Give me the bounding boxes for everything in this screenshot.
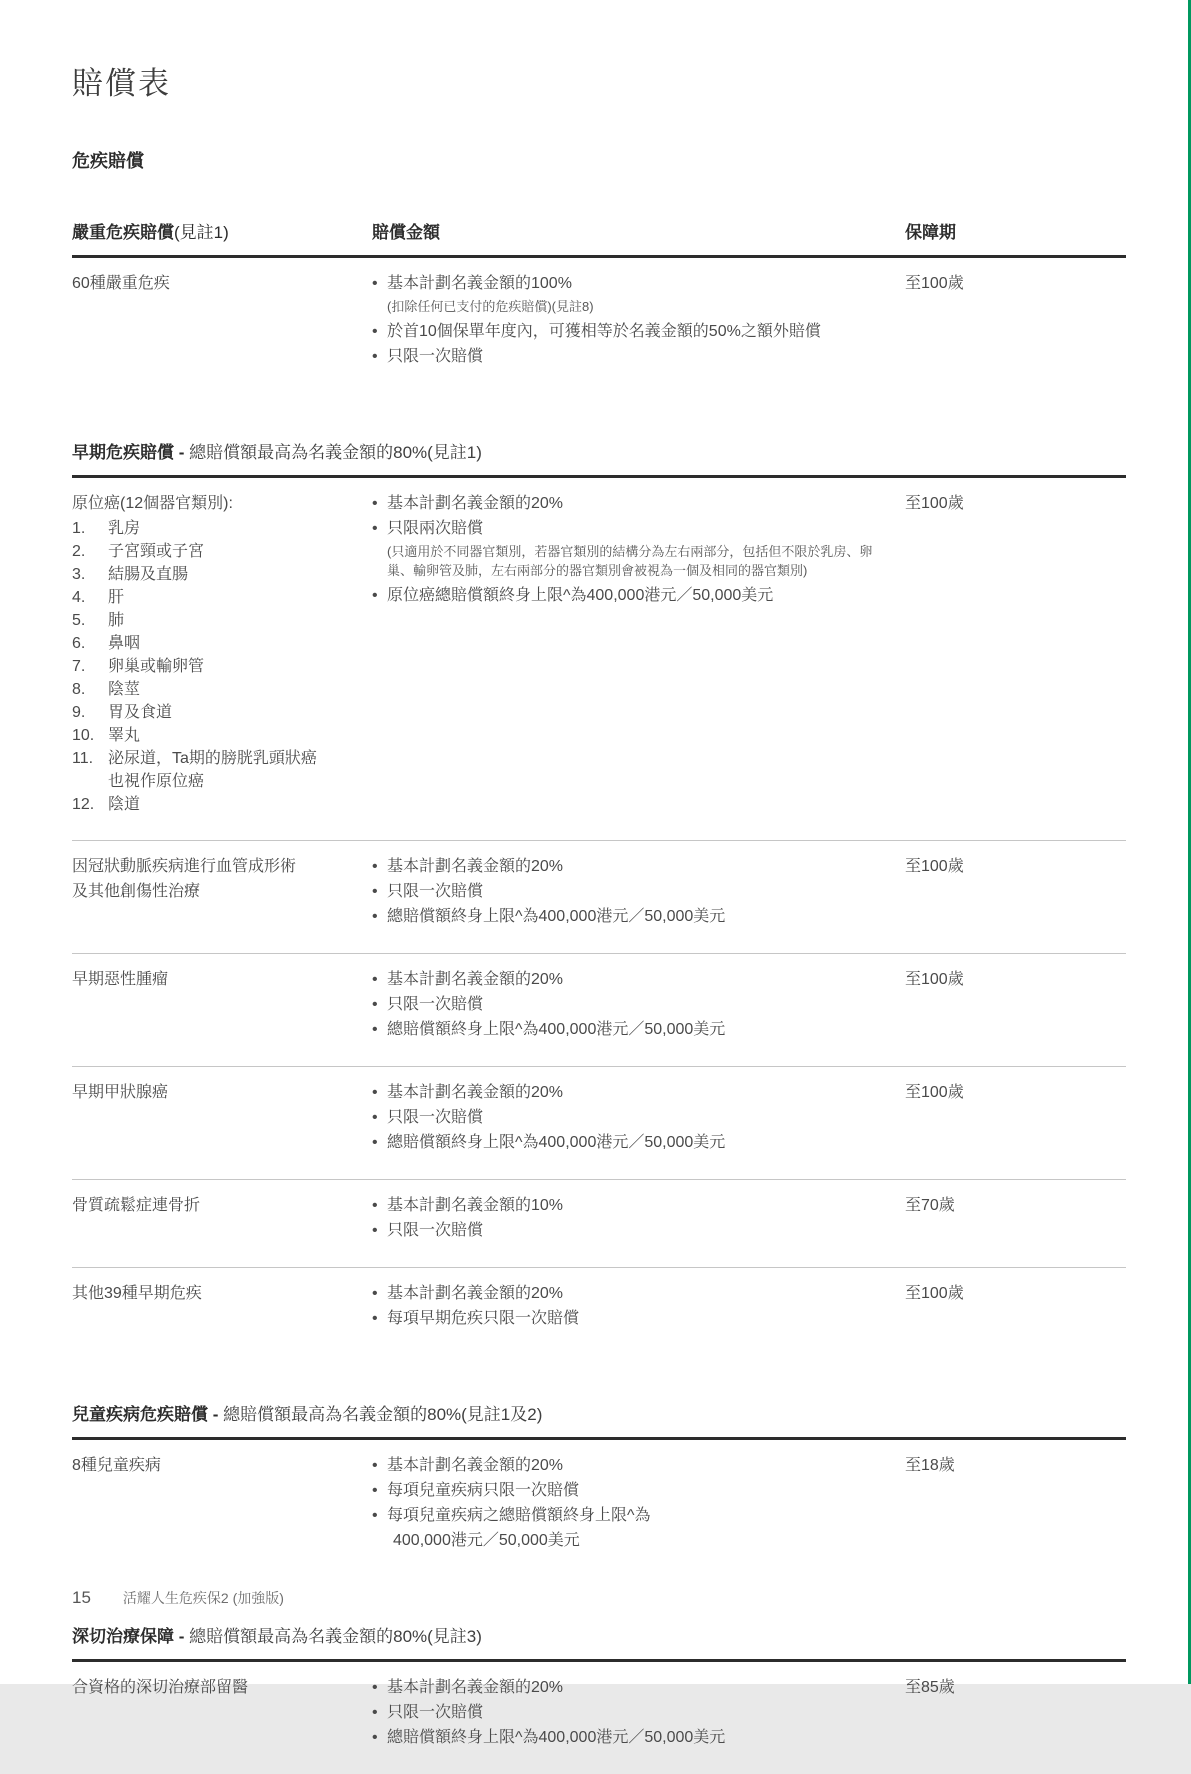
benefit-bullet xyxy=(372,1453,881,1478)
bullet-icon: • xyxy=(372,1197,378,1214)
bullet-icon: • xyxy=(372,858,378,875)
column-header-benefit-type-note: (見註1) xyxy=(174,223,229,242)
benefit-tables xyxy=(72,218,1126,1774)
section-heading xyxy=(72,438,1126,478)
coverage-period-cell: 至100歲 xyxy=(905,1285,964,1302)
bullet-note: (只適用於不同器官類別，若器官類別的結構分為左右兩部分，包括但不限於乳房、卵巢、輸卵管及肺，左右兩部分的器官類別會被視為一個及相同的器官類別) xyxy=(387,544,873,578)
section-heading xyxy=(72,1400,1126,1440)
coverage-period-cell: 至85歲 xyxy=(905,1679,955,1696)
column-header-benefit-type-bold: 嚴重危疾賠償 xyxy=(72,223,174,242)
benefit-amount-cell xyxy=(372,1080,905,1155)
benefit-bullet xyxy=(372,344,881,369)
organ-list-number: 6. xyxy=(72,635,86,652)
benefit-bullet xyxy=(372,1080,881,1105)
benefit-name-cell xyxy=(72,1193,372,1243)
organ-list-number: 1. xyxy=(72,520,86,537)
organ-list-text: 睪丸 xyxy=(108,727,141,744)
organ-list-text: 結腸及直腸 xyxy=(108,566,189,583)
organ-list-item xyxy=(72,793,352,816)
coverage-period-cell: 至100歲 xyxy=(905,495,964,512)
benefit-bullet xyxy=(372,1478,881,1503)
bullet-icon: • xyxy=(372,1729,378,1746)
benefit-bullet xyxy=(372,1105,881,1130)
section-heading xyxy=(72,1622,1126,1662)
organ-list-item xyxy=(72,632,352,655)
benefit-rows xyxy=(72,1440,1126,1577)
organ-list xyxy=(72,517,352,816)
benefit-bullet xyxy=(372,583,881,608)
benefit-bullet xyxy=(372,1218,881,1243)
benefit-name-cell xyxy=(72,491,372,816)
bullet-text: 總賠償額終身上限^為400,000港元／50,000美元 xyxy=(387,1134,726,1151)
benefit-bullet xyxy=(372,904,881,929)
organ-list-number: 4. xyxy=(72,589,86,606)
bullet-icon: • xyxy=(372,1679,378,1696)
bullet-icon: • xyxy=(372,1457,378,1474)
bullet-text: 基本計劃名義金額的20% xyxy=(387,1457,564,1474)
benefit-bullet xyxy=(372,1675,881,1700)
organ-list-item xyxy=(72,540,352,563)
benefit-rows xyxy=(72,258,1126,393)
bullet-text: 原位癌總賠償額終身上限^為400,000港元／50,000美元 xyxy=(387,587,774,604)
section-heading-bold: 兒童疾病危疾賠償 - xyxy=(72,1405,224,1424)
benefit-name-line: 早期惡性腫瘤 xyxy=(72,971,169,988)
coverage-period-cell: 至100歲 xyxy=(905,1084,964,1101)
benefit-name-line: 合資格的深切治療部留醫 xyxy=(72,1679,249,1696)
organ-list-text-continuation: 也視作原位癌 xyxy=(108,773,205,790)
benefit-name-line: 8種兒童疾病 xyxy=(72,1457,161,1474)
bullet-icon: • xyxy=(372,908,378,925)
benefit-row xyxy=(72,1179,1126,1267)
benefit-amount-cell xyxy=(372,1193,905,1243)
bullet-icon: • xyxy=(372,348,378,365)
coverage-period-cell: 至70歲 xyxy=(905,1197,955,1214)
bullet-icon: • xyxy=(372,1482,378,1499)
bullet-text: 基本計劃名義金額的20% xyxy=(387,495,564,512)
organ-list-text: 陰道 xyxy=(108,796,141,813)
benefit-amount-cell xyxy=(372,967,905,1042)
bullet-icon: • xyxy=(372,1222,378,1239)
organ-list-text: 肺 xyxy=(108,612,125,629)
benefit-bullet xyxy=(372,1725,881,1750)
organ-list-text: 乳房 xyxy=(108,520,141,537)
bullet-icon: • xyxy=(372,1084,378,1101)
section-label: 危疾賠償 xyxy=(72,151,144,171)
benefit-section xyxy=(72,438,1126,1355)
benefit-bullet xyxy=(372,1193,881,1218)
section-heading-normal: 總賠償額最高為名義金額的80%(見註3) xyxy=(189,1627,482,1646)
benefit-name-line: 其他39種早期危疾 xyxy=(72,1285,202,1302)
benefit-bullet xyxy=(372,992,881,1017)
benefit-bullet xyxy=(372,967,881,992)
bullet-text: 基本計劃名義金額的20% xyxy=(387,1084,564,1101)
benefit-row xyxy=(72,478,1126,840)
organ-list-text: 卵巢或輸卵管 xyxy=(108,658,205,675)
benefit-name-line: 及其他創傷性治療 xyxy=(72,883,201,900)
benefit-name-line: 骨質疏鬆症連骨折 xyxy=(72,1197,201,1214)
coverage-period-cell: 至18歲 xyxy=(905,1457,955,1474)
bullet-continuation: 400,000港元／50,000美元 xyxy=(393,1532,580,1549)
benefit-rows xyxy=(72,478,1126,1355)
bullet-icon: • xyxy=(372,323,378,340)
benefit-bullet xyxy=(372,516,881,541)
benefit-bullet xyxy=(372,271,881,296)
bullet-text: 基本計劃名義金額的20% xyxy=(387,1285,564,1302)
benefit-section xyxy=(72,218,1126,393)
bullet-text: 每項兒童疾病只限一次賠償 xyxy=(387,1482,580,1499)
organ-list-item xyxy=(72,609,352,632)
organ-list-text: 子宮頸或子宮 xyxy=(108,543,205,560)
organ-list-item xyxy=(72,724,352,747)
benefit-amount-cell xyxy=(372,1675,905,1750)
bullet-text: 總賠償額終身上限^為400,000港元／50,000美元 xyxy=(387,908,726,925)
coverage-period-cell: 至100歲 xyxy=(905,971,964,988)
benefit-name-cell xyxy=(72,1675,372,1750)
benefit-bullet xyxy=(372,879,881,904)
benefit-row xyxy=(72,1662,1126,1774)
benefit-name-cell xyxy=(72,967,372,1042)
bullet-text: 只限一次賠償 xyxy=(387,996,484,1013)
page-footer xyxy=(72,1588,284,1608)
coverage-period-cell: 至100歲 xyxy=(905,275,964,292)
benefit-amount-cell xyxy=(372,491,905,816)
organ-list-text: 陰莖 xyxy=(108,681,141,698)
section-heading-bold: 深切治療保障 - xyxy=(72,1627,190,1646)
organ-list-text: 鼻咽 xyxy=(108,635,141,652)
bullet-text: 總賠償額終身上限^為400,000港元／50,000美元 xyxy=(387,1021,726,1038)
benefit-name-cell xyxy=(72,854,372,929)
organ-list-item xyxy=(72,517,352,540)
benefit-row xyxy=(72,1066,1126,1179)
table-header-row xyxy=(72,218,1126,258)
bullet-icon: • xyxy=(372,1704,378,1721)
bullet-text: 只限一次賠償 xyxy=(387,1109,484,1126)
benefit-amount-cell xyxy=(372,1281,905,1331)
section-heading-normal: 總賠償額最高為名義金額的80%(見註1及2) xyxy=(223,1405,543,1424)
benefit-bullet xyxy=(372,1281,881,1306)
organ-list-item xyxy=(72,678,352,701)
organ-list-item xyxy=(72,747,352,770)
benefit-name-cell xyxy=(72,1281,372,1331)
organ-list-item xyxy=(72,655,352,678)
organ-list-item xyxy=(72,586,352,609)
page-title: 賠償表 xyxy=(72,66,171,101)
bullet-note: (扣除任何已支付的危疾賠償)(見註8) xyxy=(387,299,594,314)
section-heading-normal: 總賠償額最高為名義金額的80%(見註1) xyxy=(189,443,482,462)
organ-list-text: 肝 xyxy=(108,589,125,606)
benefit-section xyxy=(72,1622,1126,1774)
bullet-text: 基本計劃名義金額的20% xyxy=(387,1679,564,1696)
page-number: 15 xyxy=(72,1588,91,1607)
organ-list-number: 9. xyxy=(72,704,86,721)
benefit-amount-cell xyxy=(372,1453,905,1553)
bullet-text: 每項早期危疾只限一次賠償 xyxy=(387,1310,580,1327)
bullet-icon: • xyxy=(372,587,378,604)
organ-list-number: 10. xyxy=(72,727,95,744)
organ-list-item xyxy=(72,563,352,586)
bullet-text: 只限一次賠償 xyxy=(387,348,484,365)
organ-list-number: 12. xyxy=(72,796,95,813)
benefit-bullet xyxy=(372,491,881,516)
coverage-period-cell: 至100歲 xyxy=(905,858,964,875)
bullet-text: 總賠償額終身上限^為400,000港元／50,000美元 xyxy=(387,1729,726,1746)
organ-list-number: 11. xyxy=(72,750,94,767)
benefit-row xyxy=(72,1267,1126,1355)
section-heading-bold: 早期危疾賠償 - xyxy=(72,443,190,462)
benefit-section xyxy=(72,1400,1126,1577)
benefit-bullet xyxy=(372,854,881,879)
bullet-icon: • xyxy=(372,883,378,900)
bullet-text: 基本計劃名義金額的10% xyxy=(387,1197,564,1214)
bullet-text: 每項兒童疾病之總賠償額終身上限^為 xyxy=(387,1507,651,1524)
benefit-row xyxy=(72,840,1126,953)
benefit-bullet xyxy=(372,319,881,344)
organ-list-text: 胃及食道 xyxy=(108,704,173,721)
benefit-row xyxy=(72,1440,1126,1577)
benefit-name-line: 早期甲狀腺癌 xyxy=(72,1084,169,1101)
benefit-name-line: 60種嚴重危疾 xyxy=(72,275,170,292)
bullet-text: 只限兩次賠償 xyxy=(387,520,484,537)
benefit-name-cell xyxy=(72,1453,372,1553)
bullet-icon: • xyxy=(372,495,378,512)
benefit-rows xyxy=(72,1662,1126,1774)
bullet-icon: • xyxy=(372,1109,378,1126)
organ-list-number: 5. xyxy=(72,612,86,629)
bullet-icon: • xyxy=(372,1285,378,1302)
organ-list-text: 泌尿道，Ta期的膀胱乳頭狀癌 xyxy=(108,750,317,767)
column-header-amount: 賠償金額 xyxy=(372,223,440,242)
bullet-icon: • xyxy=(372,1021,378,1038)
bullet-text: 基本計劃名義金額的100% xyxy=(387,275,572,292)
benefit-bullet xyxy=(372,1017,881,1042)
organ-list-number: 8. xyxy=(72,681,86,698)
bullet-text: 基本計劃名義金額的20% xyxy=(387,858,564,875)
bullet-text: 只限一次賠償 xyxy=(387,883,484,900)
benefit-row xyxy=(72,953,1126,1066)
benefit-bullet xyxy=(372,1130,881,1155)
bullet-icon: • xyxy=(372,520,378,537)
organ-list-number: 2. xyxy=(72,543,86,560)
bullet-icon: • xyxy=(372,1507,378,1524)
benefit-row xyxy=(72,258,1126,393)
organ-list-item xyxy=(72,701,352,724)
bullet-text: 於首10個保單年度內，可獲相等於名義金額的50%之額外賠償 xyxy=(387,323,821,340)
bullet-text: 基本計劃名義金額的20% xyxy=(387,971,564,988)
organ-list-number: 3. xyxy=(72,566,86,583)
benefit-name-cell xyxy=(72,271,372,369)
benefit-bullet xyxy=(372,1700,881,1725)
benefit-name-line: 原位癌(12個器官類別): xyxy=(72,495,233,512)
bullet-text: 只限一次賠償 xyxy=(387,1704,484,1721)
column-header-period: 保障期 xyxy=(905,223,956,242)
benefit-amount-cell xyxy=(372,271,905,369)
bullet-text: 只限一次賠償 xyxy=(387,1222,484,1239)
benefit-name-cell xyxy=(72,1080,372,1155)
column-header-benefit-type xyxy=(72,218,372,243)
bullet-icon: • xyxy=(372,1134,378,1151)
bullet-icon: • xyxy=(372,971,378,988)
bullet-icon: • xyxy=(372,1310,378,1327)
benefit-bullet xyxy=(372,1306,881,1331)
benefit-name-line: 因冠狀動脈疾病進行血管成形術 xyxy=(72,858,297,875)
bullet-icon: • xyxy=(372,996,378,1013)
bullet-icon: • xyxy=(372,275,378,292)
doc-title: 活耀人生危疾保2 (加強版) xyxy=(122,1590,284,1606)
organ-list-number: 7. xyxy=(72,658,86,675)
benefit-amount-cell xyxy=(372,854,905,929)
benefit-bullet xyxy=(372,1503,881,1528)
